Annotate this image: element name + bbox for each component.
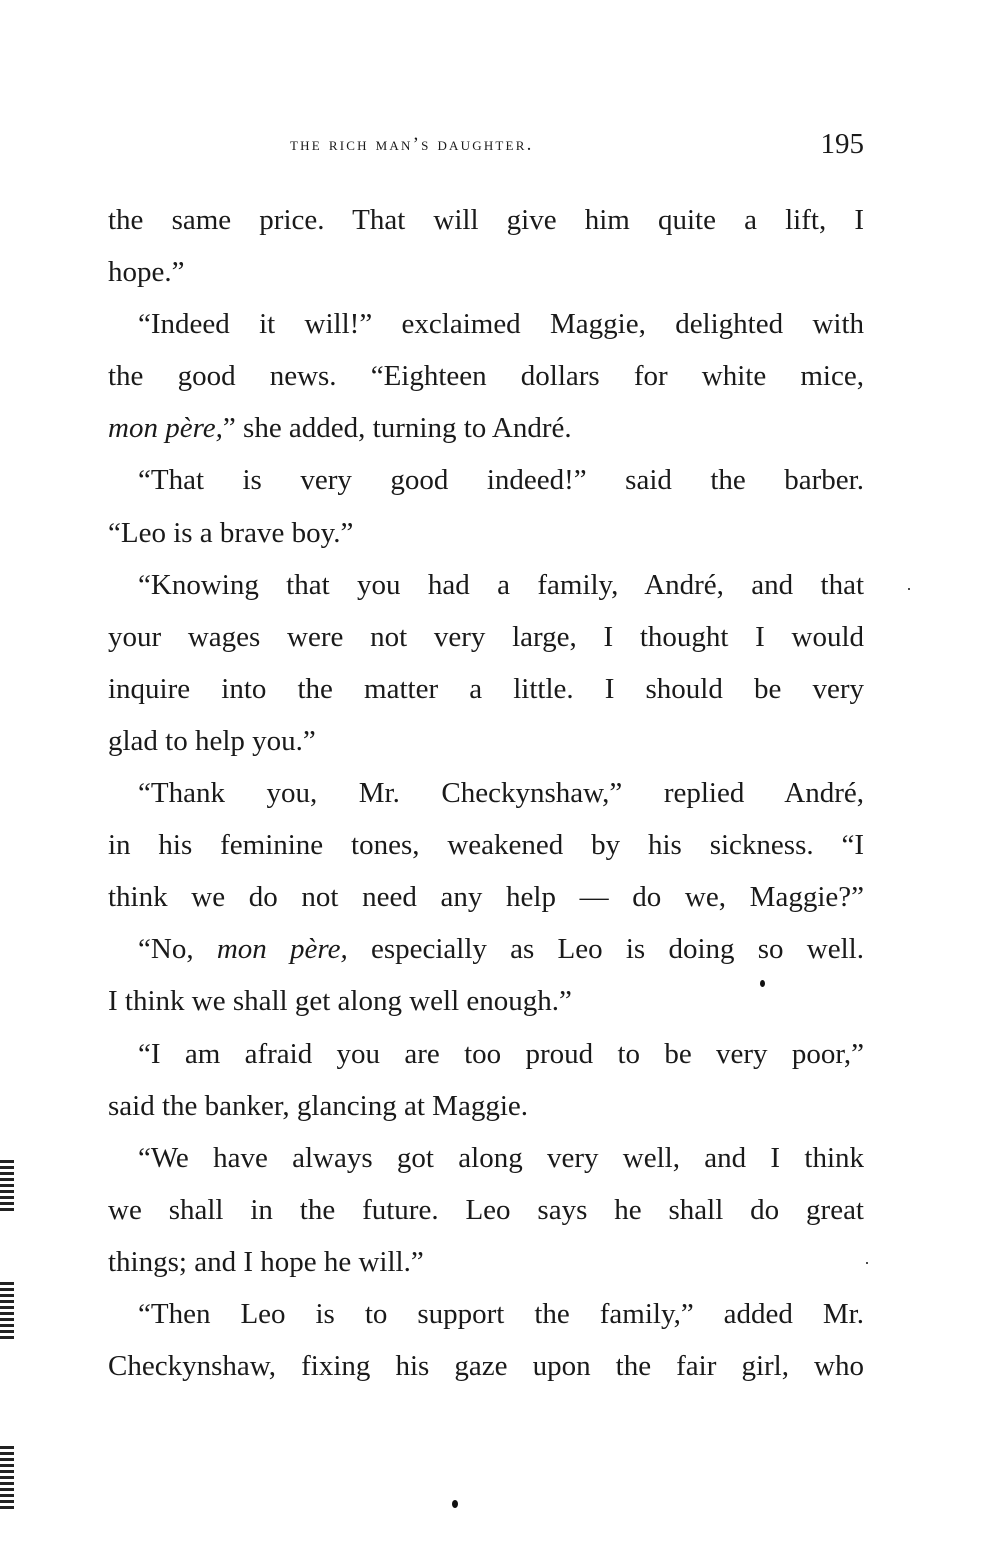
text-line xyxy=(108,923,864,975)
text-segment: ” she added, turning to André. xyxy=(222,412,572,445)
text-line: we shall in the future. Leo says he shall do great xyxy=(108,1193,864,1226)
scan-edge-mark xyxy=(0,1160,14,1212)
italic-phrase: mon père, xyxy=(108,412,223,445)
body-text xyxy=(108,194,864,1392)
text-line: inquire into the matter a little. I should be very xyxy=(108,672,864,705)
text-line: “Then Leo is to support the family,” added Mr. xyxy=(138,1297,864,1330)
scan-edge-mark xyxy=(0,1446,14,1510)
text-segment: “No, xyxy=(138,933,217,966)
ink-speck xyxy=(866,1262,868,1264)
text-line: “We have always got along very well, and I think xyxy=(138,1141,864,1174)
text-segment: especially as Leo is doing so well. xyxy=(347,933,864,966)
text-line: things; and I hope he will.” xyxy=(108,1245,424,1278)
text-line: “Knowing that you had a family, André, and that xyxy=(138,568,864,601)
text-line: said the banker, glancing at Maggie. xyxy=(108,1089,529,1122)
text-line: Checkynshaw, fixing his gaze upon the fair girl, who xyxy=(108,1350,864,1383)
text-line: hope.” xyxy=(108,256,185,289)
text-line: I think we shall get along well enough.” xyxy=(108,985,572,1018)
running-head xyxy=(108,128,864,168)
running-title: the rich man’s daughter. xyxy=(290,134,534,155)
text-line: the good news. “Eighteen dollars for white mice, xyxy=(108,360,864,393)
text-line: “I am afraid you are too proud to be very poor,” xyxy=(138,1037,864,1070)
ink-speck xyxy=(760,980,765,987)
text-line: “Thank you, Mr. Checkynshaw,” replied André, xyxy=(138,777,864,810)
ink-speck xyxy=(452,1500,458,1508)
text-line: your wages were not very large, I thought I would xyxy=(108,620,864,653)
text-line: glad to help you.” xyxy=(108,724,316,757)
text-line: “That is very good indeed!” said the barber. xyxy=(138,464,864,497)
text-line: “Leo is a brave boy.” xyxy=(108,516,354,549)
scan-edge-mark xyxy=(0,1282,14,1340)
text-line: think we do not need any help — do we, Maggie?” xyxy=(108,881,864,914)
ink-speck xyxy=(908,588,910,590)
text-line xyxy=(108,402,864,454)
page-number: 195 xyxy=(820,128,864,160)
text-line: the same price. That will give him quite a lift, I xyxy=(108,204,864,236)
text-line: in his feminine tones, weakened by his sickness. “I xyxy=(108,829,864,862)
italic-phrase: mon père, xyxy=(216,933,348,966)
text-line: “Indeed it will!” exclaimed Maggie, delighted with xyxy=(138,308,864,341)
